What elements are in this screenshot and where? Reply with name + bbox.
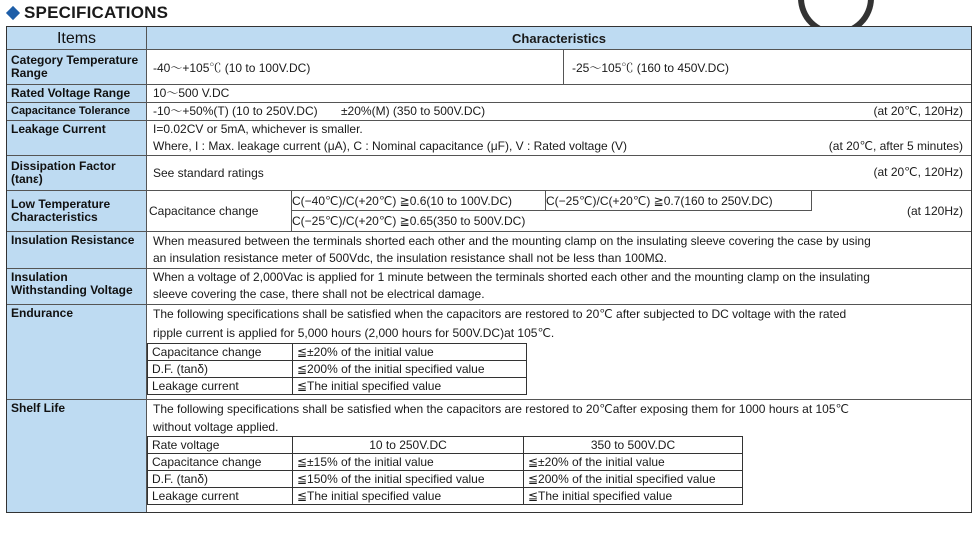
shelf-value-b: ≦±20% of the initial value [524, 454, 743, 471]
insulation-res-line1: When measured between the terminals shorted each other and the mounting clamp on the insulating sleeve covering the case by using [153, 234, 871, 248]
row-rated-voltage [7, 84, 971, 102]
leakage-line2: Where, I : Max. leakage current (μA), C : Nominal capacitance (μF), V : Rated voltage (V) [153, 139, 627, 153]
table-row [148, 488, 743, 505]
shelf-value-b: ≦The initial specified value [524, 488, 743, 505]
shelf-item: Leakage current [148, 488, 293, 505]
label-insulation-res: Insulation Resistance [7, 232, 147, 268]
category-temp-values [147, 50, 971, 84]
endurance-table [147, 343, 527, 395]
shelf-line2: without voltage applied. [153, 420, 279, 434]
label-withstand: Insulation Withstanding Voltage [7, 269, 147, 304]
row-low-temp [7, 190, 971, 231]
shelf-line1: The following specifications shall be satisfied when the capacitors are restored to 20℃after exposing them for 1000 hours at 105℃ [153, 402, 850, 416]
category-temp-right: -25～105℃ (160 to 450V.DC) [572, 60, 729, 75]
shelf-life-cell [147, 400, 971, 512]
row-cap-tolerance [7, 102, 971, 120]
table-row [148, 437, 743, 454]
leakage-cond: (at 20℃, after 5 minutes) [828, 139, 963, 153]
low-temp-c3: C(−25℃)/C(+20℃) ≧0.65(350 to 500V.DC) [292, 214, 526, 228]
shelf-header-item: Rate voltage [148, 437, 293, 454]
table-row [148, 344, 527, 361]
row-category-temp [7, 49, 971, 84]
shelf-header-a: 10 to 250V.DC [293, 437, 524, 454]
table-row [148, 361, 527, 378]
shelf-item: Capacitance change [148, 454, 293, 471]
cap-tolerance-cell [147, 103, 971, 120]
header-row [7, 27, 971, 49]
row-withstand [7, 268, 971, 304]
endurance-line2: ripple current is applied for 5,000 hours (2,000 hours for 500V.DC)at 105℃. [153, 326, 555, 340]
row-insulation-res [7, 231, 971, 268]
label-leakage: Leakage Current [7, 121, 147, 155]
dissipation-cond: (at 20℃, 120Hz) [873, 165, 963, 179]
label-low-temp: Low Temperature Characteristics [7, 191, 147, 231]
insulation-res-cell [147, 232, 971, 268]
rated-voltage-value: 10～500 V.DC [153, 86, 230, 100]
label-shelf-life: Shelf Life [7, 400, 147, 512]
endurance-value: ≦The initial specified value [293, 378, 527, 395]
low-temp-cond: (at 120Hz) [906, 204, 963, 218]
diamond-bullet-icon [6, 6, 20, 20]
row-endurance [7, 304, 971, 399]
low-temp-c1: C(−40℃)/C(+20℃) ≧0.6(10 to 100V.DC) [292, 191, 546, 210]
endurance-cell [147, 305, 971, 399]
label-dissipation: Dissipation Factor (tanε) [7, 156, 147, 190]
leakage-line1: I=0.02CV or 5mA, whichever is smaller. [153, 122, 363, 136]
withstand-line2: sleeve covering the case, there shall not be electrical damage. [153, 287, 485, 301]
shelf-table [147, 436, 743, 505]
endurance-value: ≦±20% of the initial value [293, 344, 527, 361]
row-dissipation [7, 155, 971, 190]
spec-table [6, 26, 972, 513]
header-items: Items [7, 27, 147, 49]
endurance-line1: The following specifications shall be satisfied when the capacitors are restored to 20℃ after subjected to DC voltage with the rated [153, 307, 847, 321]
category-temp-left: -40～+105℃ (10 to 100V.DC) [147, 50, 564, 84]
section-heading [6, 2, 168, 24]
section-title: SPECIFICATIONS [24, 3, 169, 22]
shelf-value-b: ≦200% of the initial specified value [524, 471, 743, 488]
low-temp-conditions [292, 191, 812, 231]
label-category-temp: Category Temperature Range [7, 50, 147, 84]
endurance-item: Capacitance change [148, 344, 293, 361]
cap-tolerance-cond: (at 20℃, 120Hz) [873, 104, 963, 118]
low-temp-row1 [292, 191, 812, 211]
endurance-item: Leakage current [148, 378, 293, 395]
insulation-res-line2: an insulation resistance meter of 500Vdc, the insulation resistance shall not be less than 100MΩ. [153, 251, 667, 265]
table-row [148, 454, 743, 471]
endurance-value: ≦200% of the initial specified value [293, 361, 527, 378]
endurance-item: D.F. (tanδ) [148, 361, 293, 378]
shelf-header-b: 350 to 500V.DC [524, 437, 743, 454]
leakage-cell [147, 121, 971, 155]
row-leakage [7, 120, 971, 155]
label-rated-voltage: Rated Voltage Range [7, 85, 147, 102]
low-temp-cell [147, 191, 971, 231]
withstand-line1: When a voltage of 2,000Vac is applied for 1 minute between the terminals shorted each other and the mounting clamp on the insulating [153, 270, 870, 284]
shelf-item: D.F. (tanδ) [148, 471, 293, 488]
low-temp-c2: C(−25℃)/C(+20℃) ≧0.7(160 to 250V.DC) [546, 191, 812, 210]
withstand-cell [147, 269, 971, 304]
row-shelf-life [7, 399, 971, 512]
shelf-value-a: ≦The initial specified value [293, 488, 524, 505]
table-row [148, 378, 527, 395]
label-endurance: Endurance [7, 305, 147, 399]
shelf-value-a: ≦150% of the initial specified value [293, 471, 524, 488]
dissipation-cell [147, 156, 971, 190]
dissipation-value: See standard ratings [153, 166, 264, 180]
shelf-value-a: ≦±15% of the initial value [293, 454, 524, 471]
table-row [148, 471, 743, 488]
label-cap-tolerance: Capacitance Tolerance [7, 103, 147, 120]
cap-tolerance-value: -10～+50%(T) (10 to 250V.DC) ±20%(M) (350 to 500V.DC) [153, 104, 486, 118]
leakage-line2-wrap [147, 138, 971, 155]
header-characteristics: Characteristics [147, 27, 971, 49]
low-temp-param: Capacitance change [147, 191, 292, 231]
